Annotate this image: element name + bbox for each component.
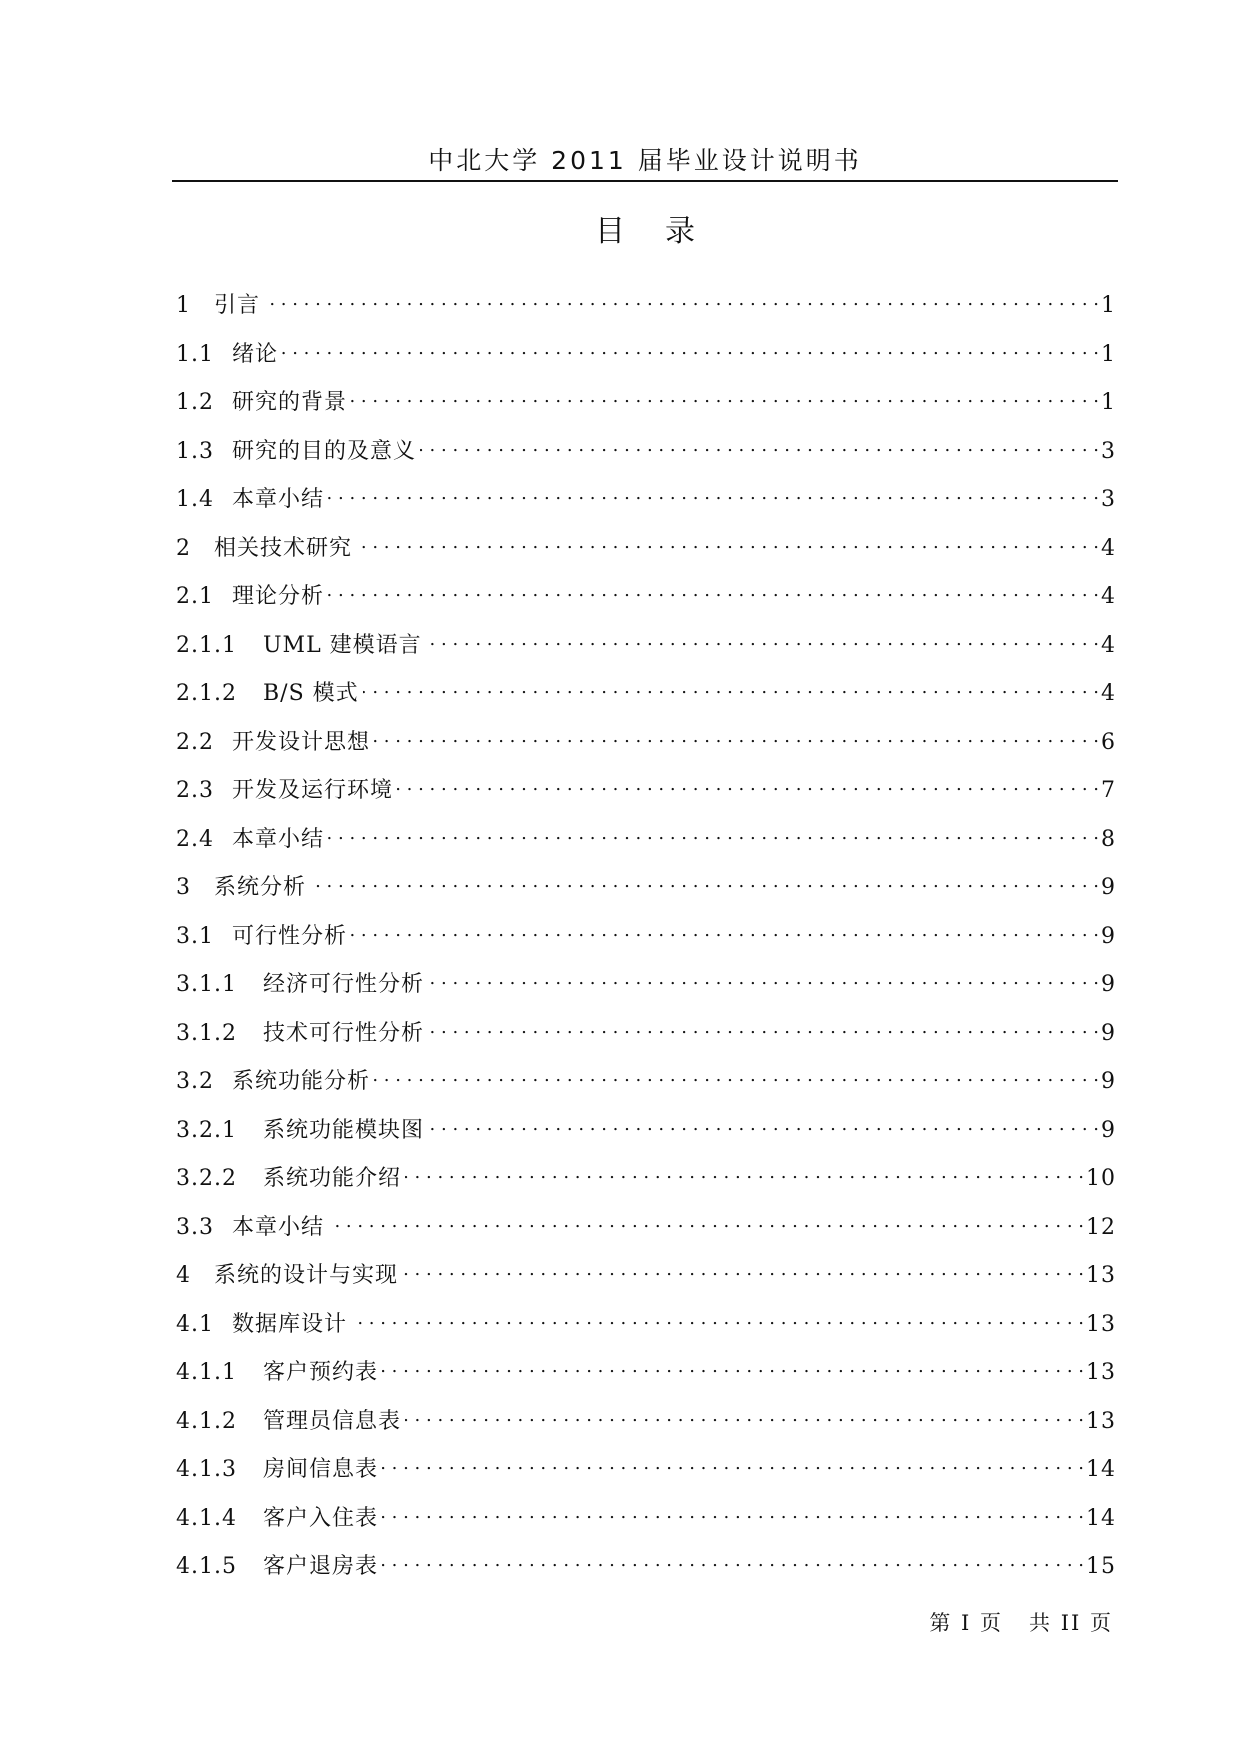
toc-entry-number: 3 [176, 875, 191, 900]
toc-entry[interactable] [176, 868, 1116, 917]
toc-dot-leader [328, 579, 1099, 603]
toc-dot-leader [328, 822, 1099, 846]
toc-entry-label: 相关技术研究 [214, 535, 353, 561]
toc-entry-number: 4.1.3 [176, 1457, 237, 1482]
toc-entry-number: 4.1.2 [176, 1408, 237, 1434]
toc-entry-label: 系统功能模块图 [263, 1117, 425, 1143]
toc-entry-label: 引言 [214, 293, 261, 318]
toc-entry-label: 理论分析 [232, 584, 325, 609]
toc-entry-label: 客户退房表 [263, 1554, 379, 1579]
toc-dot-leader [351, 1307, 1084, 1331]
toc-entry-label: 本章小结 [232, 1214, 325, 1240]
toc-entry-label: 经济可行性分析 [263, 972, 425, 997]
toc-entry-number: 1.3 [176, 438, 214, 464]
toc-entry-label: 可行性分析 [232, 923, 348, 949]
toc-dot-leader [405, 1161, 1084, 1185]
toc-entry-label: 技术可行性分析 [263, 1020, 425, 1046]
toc-entry-number: 4.1.1 [176, 1360, 237, 1385]
toc-entry[interactable] [176, 965, 1116, 1014]
toc-entry-page: 1 [1101, 293, 1116, 318]
toc-entry[interactable] [176, 626, 1116, 675]
toc-entry-number: 1.1 [176, 341, 214, 367]
toc-entry[interactable] [176, 529, 1116, 578]
toc-dot-leader [328, 482, 1099, 506]
toc-entry-page: 7 [1101, 778, 1116, 803]
toc-entry[interactable] [176, 771, 1116, 820]
toc-dot-leader [382, 1355, 1084, 1379]
toc-title: 目录 [595, 214, 735, 249]
toc-dot-leader [374, 725, 1099, 749]
toc-entry-number: 3.1.2 [176, 1020, 237, 1046]
toc-dot-leader [374, 1064, 1099, 1088]
toc-entry[interactable] [176, 480, 1116, 529]
toc-entry-label: 数据库设计 [232, 1311, 348, 1337]
toc-entry-label: 开发及运行环境 [232, 778, 394, 803]
toc-entry[interactable] [176, 1111, 1116, 1160]
toc-entry-number: 3.2.1 [176, 1117, 237, 1143]
toc-entry-number: 2.3 [176, 778, 214, 803]
toc-entry-page: 14 [1086, 1457, 1116, 1482]
toc-dot-leader [351, 385, 1099, 409]
toc-entry[interactable] [176, 917, 1116, 966]
toc-entry-label: 管理员信息表 [263, 1408, 402, 1434]
toc-entry-page: 9 [1101, 923, 1116, 949]
toc-entry-number: 3.1 [176, 923, 214, 949]
toc-entry[interactable] [176, 335, 1116, 384]
toc-entry-page: 3 [1101, 487, 1116, 512]
toc-entry-number: 2 [176, 535, 191, 561]
table-of-contents [176, 286, 1116, 1596]
toc-entry-page: 14 [1086, 1505, 1116, 1531]
toc-entry-page: 9 [1101, 1020, 1116, 1046]
toc-entry-page: 8 [1101, 826, 1116, 852]
toc-entry[interactable] [176, 1305, 1116, 1354]
toc-entry-page: 15 [1086, 1554, 1116, 1579]
toc-entry-page: 13 [1086, 1311, 1116, 1337]
toc-entry-label: 绪论 [232, 341, 279, 367]
toc-entry-page: 4 [1101, 681, 1116, 706]
toc-entry[interactable] [176, 1402, 1116, 1451]
toc-entry-page: 13 [1086, 1360, 1116, 1385]
toc-entry-label: 系统功能分析 [232, 1069, 371, 1094]
toc-entry-number: 4.1 [176, 1311, 214, 1337]
toc-dot-leader [382, 1452, 1084, 1476]
toc-entry[interactable] [176, 820, 1116, 869]
toc-dot-leader [382, 1501, 1084, 1525]
toc-dot-leader [356, 531, 1099, 555]
toc-entry-number: 1 [176, 293, 191, 318]
toc-dot-leader [426, 628, 1099, 652]
toc-entry-page: 4 [1101, 535, 1116, 561]
toc-dot-leader [282, 337, 1099, 361]
toc-dot-leader [382, 1549, 1084, 1573]
toc-entry[interactable] [176, 286, 1116, 335]
toc-entry-label: 开发设计思想 [232, 729, 371, 755]
toc-entry-page: 9 [1101, 1117, 1116, 1143]
toc-entry-page: 9 [1101, 875, 1116, 900]
toc-entry[interactable] [176, 1159, 1116, 1208]
toc-dot-leader [405, 1404, 1084, 1428]
toc-entry-label: 客户入住表 [263, 1505, 379, 1531]
document-header-title: 中北大学 2011 届毕业设计说明书 [428, 146, 862, 175]
toc-entry-label: 研究的目的及意义 [232, 438, 417, 464]
toc-dot-leader [402, 1258, 1084, 1282]
toc-dot-leader [428, 1016, 1099, 1040]
toc-entry-label: 本章小结 [232, 487, 325, 512]
toc-entry-page: 6 [1101, 729, 1116, 755]
toc-entry[interactable] [176, 1256, 1116, 1305]
toc-entry[interactable] [176, 1547, 1116, 1596]
toc-dot-leader [397, 773, 1099, 797]
toc-entry[interactable] [176, 1208, 1116, 1257]
toc-entry-number: 2.1 [176, 584, 214, 609]
toc-entry-number: 3.2.2 [176, 1166, 237, 1191]
toc-entry-page: 1 [1101, 390, 1116, 415]
page-number-footer: 第 I 页 共 II 页 [929, 1611, 1113, 1635]
toc-entry[interactable] [176, 723, 1116, 772]
toc-entry[interactable] [176, 1450, 1116, 1499]
toc-entry-number: 4.1.4 [176, 1505, 237, 1531]
toc-entry-label: 房间信息表 [263, 1457, 379, 1482]
toc-dot-leader [264, 288, 1099, 312]
toc-dot-leader [363, 676, 1099, 700]
toc-entry-page: 13 [1086, 1408, 1116, 1434]
toc-entry-page: 13 [1086, 1263, 1116, 1288]
toc-entry[interactable] [176, 674, 1116, 723]
toc-entry-label: 客户预约表 [263, 1360, 379, 1385]
toc-entry-label: 本章小结 [232, 826, 325, 852]
toc-entry-label: 系统的设计与实现 [214, 1263, 399, 1288]
toc-entry-page: 12 [1086, 1214, 1116, 1240]
toc-entry-page: 4 [1101, 632, 1116, 658]
toc-entry-number: 2.2 [176, 729, 214, 755]
toc-dot-leader [351, 919, 1099, 943]
toc-entry-page: 4 [1101, 584, 1116, 609]
toc-entry[interactable] [176, 1499, 1116, 1548]
toc-entry[interactable] [176, 432, 1116, 481]
toc-entry-number: 3.2 [176, 1069, 214, 1094]
toc-entry[interactable] [176, 577, 1116, 626]
toc-entry-number: 2.1.2 [176, 681, 237, 706]
header-divider [172, 180, 1118, 182]
toc-entry-number: 2.4 [176, 826, 214, 852]
toc-entry-number: 4 [176, 1263, 191, 1288]
toc-entry-number: 2.1.1 [176, 632, 237, 658]
toc-entry[interactable] [176, 1014, 1116, 1063]
toc-dot-leader [328, 1210, 1084, 1234]
toc-entry-page: 9 [1101, 1069, 1116, 1094]
toc-entry-label: 系统功能介绍 [263, 1166, 402, 1191]
toc-entry-number: 3.1.1 [176, 972, 237, 997]
toc-entry-label: B/S 模式 [263, 681, 359, 706]
toc-entry-number: 4.1.5 [176, 1554, 237, 1579]
toc-dot-leader [420, 434, 1099, 458]
toc-entry-page: 9 [1101, 972, 1116, 997]
toc-entry[interactable] [176, 1353, 1116, 1402]
toc-entry-page: 1 [1101, 341, 1116, 367]
toc-entry[interactable] [176, 1062, 1116, 1111]
toc-entry-number: 3.3 [176, 1214, 214, 1240]
toc-entry-page: 3 [1101, 438, 1116, 464]
toc-entry-label: UML 建模语言 [263, 632, 422, 658]
toc-entry-label: 研究的背景 [232, 390, 348, 415]
toc-dot-leader [428, 1113, 1099, 1137]
toc-dot-leader [310, 870, 1099, 894]
toc-entry-page: 10 [1086, 1166, 1116, 1191]
toc-entry-number: 1.4 [176, 487, 214, 512]
toc-dot-leader [428, 967, 1099, 991]
toc-entry-number: 1.2 [176, 390, 214, 415]
toc-entry-label: 系统分析 [214, 875, 307, 900]
toc-entry[interactable] [176, 383, 1116, 432]
